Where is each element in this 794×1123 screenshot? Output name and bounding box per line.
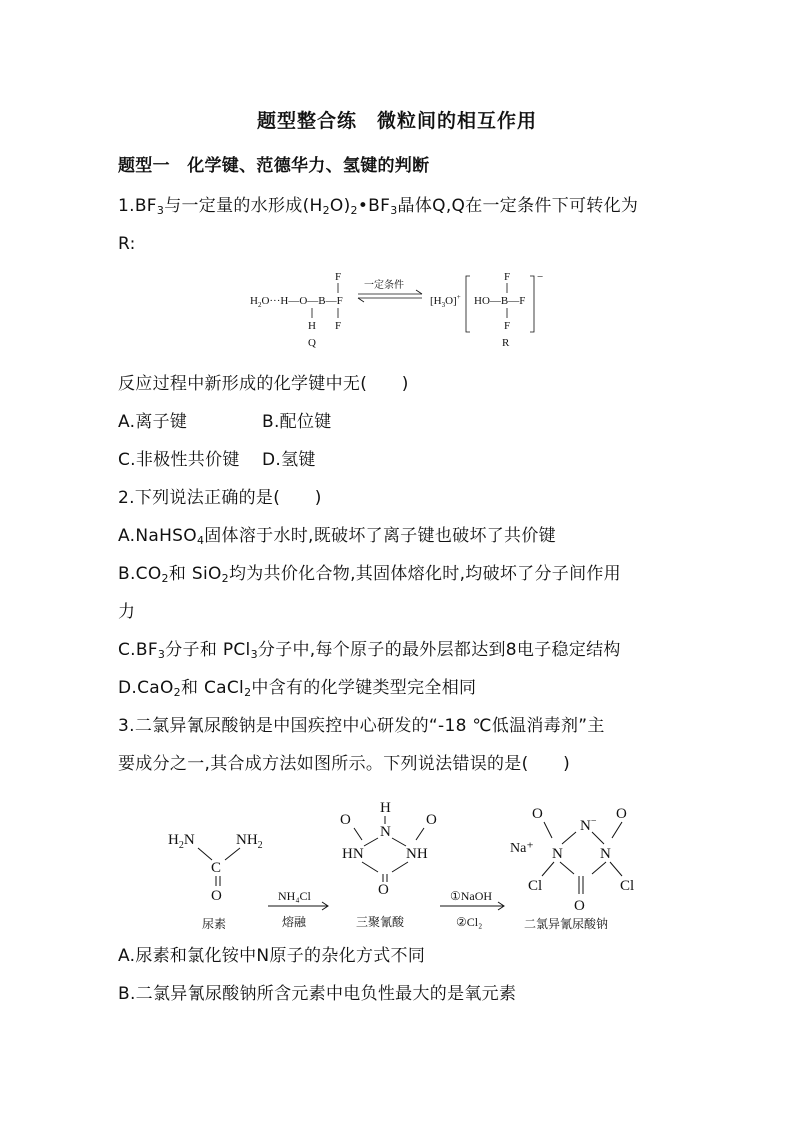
svg-text:H2O···H—O—B—F: $H_2O\cdot\cdot\cdot H—O—B—F$ xyxy=(250,295,343,309)
urea-label: 尿素 xyxy=(202,917,227,931)
svg-text:HN: HN xyxy=(342,846,364,862)
svg-text:N−: N− xyxy=(580,816,597,834)
svg-text:H: H xyxy=(380,800,391,816)
svg-text:[H3O]+: $[H_3O]^+$ xyxy=(430,293,461,309)
svg-text:O: O xyxy=(426,812,437,828)
arrow-label: 一定条件 xyxy=(364,280,404,291)
svg-text:N: N xyxy=(380,824,391,840)
svg-text:F: F xyxy=(504,271,511,283)
step2-reagent-1: ①NaOH xyxy=(450,889,493,903)
svg-text:NH: NH xyxy=(406,846,428,862)
q1-option-b: B.配位键 xyxy=(262,412,332,432)
q1-option-a: A.离子键 xyxy=(118,412,188,432)
svg-text:H: H xyxy=(308,320,316,332)
svg-text:F: F xyxy=(504,320,511,332)
q1-stem-line2: R: xyxy=(118,234,136,254)
svg-text:HO—B—F: HO—B—F xyxy=(474,295,526,307)
page-title: 题型整合练 微粒间的相互作用 xyxy=(256,110,537,132)
svg-text:N: N xyxy=(552,846,563,862)
q1-option-c: C.非极性共价键 xyxy=(118,450,240,470)
label-q: Q xyxy=(308,337,316,349)
q3-stem-line2: 要成分之一,其合成方法如图所示。下列说法错误的是( ) xyxy=(118,754,571,774)
q2-option-a: A.NaHSO$_4$固体溶于水时,既破坏了离子键也破坏了共价键 xyxy=(118,526,556,547)
q3-synthesis-diagram xyxy=(160,788,640,934)
q2-option-d: D.CaO$_2$和 CaCl$_2$中含有的化学键类型完全相同 xyxy=(118,678,477,699)
q2-option-b-line2: 力 xyxy=(118,602,136,622)
svg-text:O: O xyxy=(616,806,627,822)
svg-text:Cl: Cl xyxy=(620,878,635,894)
step1-condition: 熔融 xyxy=(282,915,307,929)
svg-text:O: O xyxy=(574,898,585,914)
sodium-ion: Na⁺ xyxy=(510,841,534,856)
q3-option-b: B.二氯异氰尿酸钠所含元素中电负性最大的是氧元素 xyxy=(118,984,517,1004)
q1-option-d: D.氢键 xyxy=(262,450,316,470)
q2-option-b: $B.CO_2$和 SiO$_2$均为共价化合物,其固体熔化时,均破坏了分子间作用 xyxy=(118,564,621,585)
charge-sign: − xyxy=(537,271,544,283)
q3-option-a: A.尿素和氯化铵中N原子的杂化方式不同 xyxy=(118,946,426,966)
svg-text:N: N xyxy=(600,846,611,862)
cyanuric-label: 三聚氰酸 xyxy=(356,915,405,929)
step1-reagent: NH₄Cl xyxy=(278,889,311,903)
q2-option-c: $C.BF_3$分子和 PCl$_3$分子中,每个原子的最外层都达到8电子稳定结构 xyxy=(118,640,621,661)
svg-text:H2N: $H_2N$ xyxy=(168,832,195,851)
q3-stem-line1: 3.二氯异氰尿酸钠是中国疾控中心研发的“-18 ℃低温消毒剂”主 xyxy=(118,716,605,736)
svg-text:F: F xyxy=(335,320,342,332)
svg-text:Cl: Cl xyxy=(528,878,543,894)
product-label: 二氯异氰尿酸钠 xyxy=(524,917,609,931)
q1-stem: $1.BF_3$与一定量的水形成$(H_2O)_2•BF_3$晶体Q,Q在一定条件下可转化为 xyxy=(118,196,639,217)
q1-reaction-diagram xyxy=(240,266,560,352)
svg-text:F: F xyxy=(335,271,342,283)
svg-text:O: O xyxy=(340,812,351,828)
svg-text:NH2: $NH_2$ xyxy=(236,832,263,851)
svg-text:O: O xyxy=(378,882,389,898)
svg-text:C: C xyxy=(211,860,222,876)
label-r: R xyxy=(502,337,510,349)
svg-text:O: O xyxy=(211,888,222,904)
q1-question: 反应过程中新形成的化学键中无( ) xyxy=(118,374,409,394)
q2-stem: 2.下列说法正确的是( ) xyxy=(118,488,322,508)
step2-reagent-2: ②Cl₂ xyxy=(456,915,483,929)
svg-text:O: O xyxy=(532,806,543,822)
section-heading: 题型一 化学键、范德华力、氢键的判断 xyxy=(118,156,430,176)
